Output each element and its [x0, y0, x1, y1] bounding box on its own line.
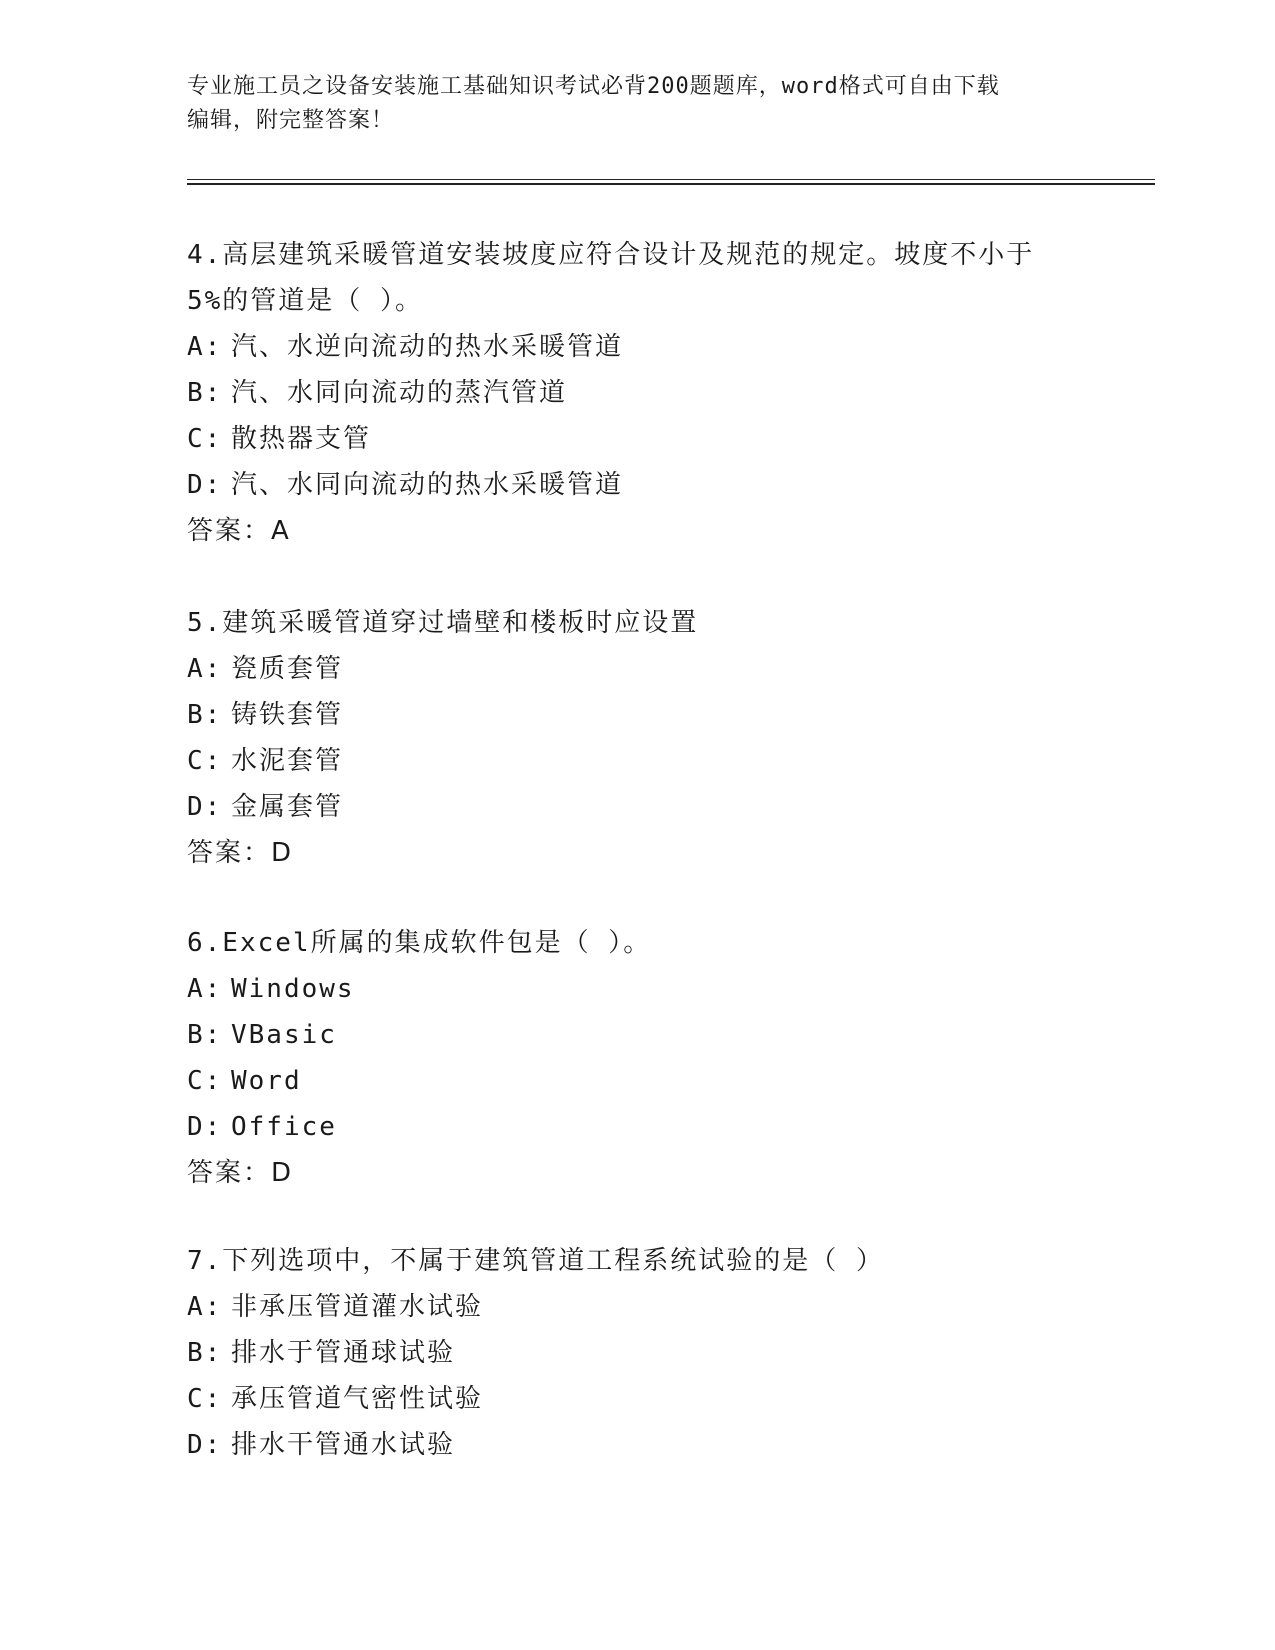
- option-text: 排水于管通球试验: [231, 1338, 456, 1368]
- option-text: 散热器支管: [231, 424, 372, 454]
- question-5-option-c: [187, 738, 1087, 784]
- question-4-text-line-1: 4.高层建筑采暖管道安装坡度应符合设计及规范的规定。坡度不小于: [187, 240, 1035, 270]
- option-letter: C:: [187, 746, 223, 776]
- question-6-option-c: [187, 1058, 1087, 1104]
- option-text: 水泥套管: [231, 746, 344, 776]
- option-letter: C:: [187, 1066, 223, 1096]
- question-7-option-d: [187, 1422, 1087, 1468]
- question-4-option-b: [187, 370, 1087, 416]
- question-4: [187, 232, 1087, 554]
- option-letter: A:: [187, 974, 223, 1004]
- option-text: 铸铁套管: [231, 700, 344, 730]
- question-6-text: 6.Excel所属的集成软件包是（ ）。: [187, 928, 652, 958]
- header-divider-top: [187, 179, 1155, 180]
- option-letter: B:: [187, 700, 223, 730]
- option-letter: B:: [187, 378, 223, 408]
- question-6-option-b: [187, 1012, 1087, 1058]
- question-5: [187, 600, 1087, 876]
- question-5-answer: 答案：D: [187, 838, 294, 868]
- question-7: [187, 1238, 1087, 1468]
- option-text: Windows: [231, 974, 355, 1004]
- option-letter: B:: [187, 1338, 223, 1368]
- option-letter: B:: [187, 1020, 223, 1050]
- question-7-text: 7.下列选项中，不属于建筑管道工程系统试验的是（ ）: [187, 1246, 884, 1276]
- question-5-option-d: [187, 784, 1087, 830]
- question-6: [187, 920, 1087, 1196]
- question-7-option-b: [187, 1330, 1087, 1376]
- document-header: [187, 70, 1077, 138]
- question-4-text-line-2: 5%的管道是（ ）。: [187, 286, 423, 316]
- question-4-option-a: [187, 324, 1087, 370]
- question-4-answer: 答案：A: [187, 516, 291, 546]
- option-text: VBasic: [231, 1020, 337, 1050]
- question-7-option-c: [187, 1376, 1087, 1422]
- option-text: 瓷质套管: [231, 654, 344, 684]
- question-6-option-a: [187, 966, 1087, 1012]
- header-divider-bottom: [187, 183, 1155, 185]
- question-5-text: 5.建筑采暖管道穿过墙壁和楼板时应设置: [187, 608, 699, 638]
- header-title-line-1: 专业施工员之设备安装施工基础知识考试必背200题题库，word格式可自由下载: [187, 74, 1000, 99]
- option-letter: D:: [187, 1430, 223, 1460]
- question-4-option-d: [187, 462, 1087, 508]
- option-text: Word: [231, 1066, 302, 1096]
- question-6-option-d: [187, 1104, 1087, 1150]
- option-text: 汽、水逆向流动的热水采暖管道: [231, 332, 624, 362]
- question-6-answer: 答案：D: [187, 1158, 294, 1188]
- option-letter: C:: [187, 1384, 223, 1414]
- option-text: 汽、水同向流动的蒸汽管道: [231, 378, 568, 408]
- option-text: 排水干管通水试验: [231, 1430, 456, 1460]
- option-text: Office: [231, 1112, 337, 1142]
- question-4-option-c: [187, 416, 1087, 462]
- option-text: 非承压管道灌水试验: [231, 1292, 484, 1322]
- option-text: 承压管道气密性试验: [231, 1384, 484, 1414]
- option-text: 汽、水同向流动的热水采暖管道: [231, 470, 624, 500]
- option-text: 金属套管: [231, 792, 344, 822]
- option-letter: A:: [187, 1292, 223, 1322]
- question-5-option-b: [187, 692, 1087, 738]
- header-title-line-2: 编辑，附完整答案！: [187, 108, 395, 133]
- option-letter: A:: [187, 332, 223, 362]
- option-letter: A:: [187, 654, 223, 684]
- option-letter: C:: [187, 424, 223, 454]
- question-5-option-a: [187, 646, 1087, 692]
- option-letter: D:: [187, 792, 223, 822]
- option-letter: D:: [187, 470, 223, 500]
- option-letter: D:: [187, 1112, 223, 1142]
- question-7-option-a: [187, 1284, 1087, 1330]
